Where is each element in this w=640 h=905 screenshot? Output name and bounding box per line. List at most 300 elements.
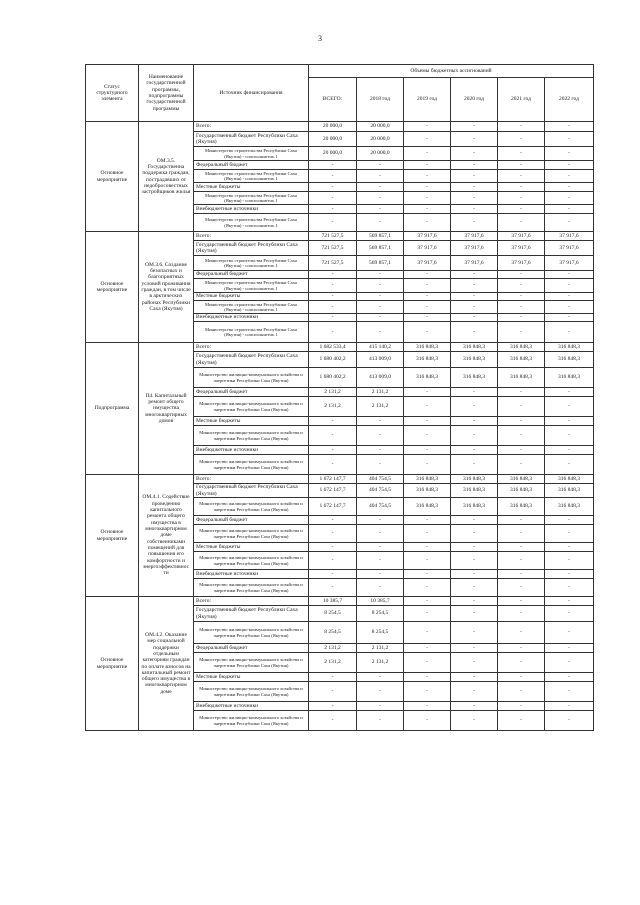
budget-value: - (357, 673, 404, 682)
budget-value: - (404, 622, 451, 644)
budget-value: - (357, 455, 404, 475)
budget-value: - (309, 314, 357, 322)
budget-value: - (451, 214, 498, 232)
budget-value: - (545, 417, 594, 426)
budget-value: - (404, 301, 451, 314)
budget-value: - (404, 673, 451, 682)
budget-value: - (451, 301, 498, 314)
header-status: Статус структурного элемента (86, 65, 139, 122)
budget-value: - (357, 426, 404, 446)
budget-value: - (309, 322, 357, 343)
executor-label: Министерство жилищно-коммунального хозяйства и энергетики Республики Саха (Якутия) (194, 711, 309, 731)
budget-value: - (498, 161, 545, 170)
budget-value: - (357, 293, 404, 301)
budget-value: - (498, 673, 545, 682)
budget-value: - (404, 552, 451, 570)
budget-value: - (451, 673, 498, 682)
header-program-name: Наименование государственной программы, подпрограммы государственной программы (139, 65, 194, 122)
budget-value: 10 385,7 (309, 597, 357, 606)
budget-value: - (404, 205, 451, 214)
budget-value: - (404, 170, 451, 183)
budget-value: 37 917,6 (545, 256, 594, 271)
budget-value: - (451, 711, 498, 731)
budget-value: - (451, 183, 498, 192)
budget-value: 37 917,6 (545, 232, 594, 241)
budget-value: - (451, 644, 498, 653)
executor-label: Министерство строительства Республики Саха (Якутия) - соисполнитель 1 (194, 214, 309, 232)
budget-value: - (545, 161, 594, 170)
budget-value: - (498, 192, 545, 205)
budget-value: - (545, 525, 594, 543)
budget-value: 413 009,0 (357, 352, 404, 368)
budget-value: - (357, 170, 404, 183)
budget-value: - (404, 279, 451, 293)
budget-value: 415 140,2 (357, 343, 404, 352)
budget-value: 1 682 533,4 (309, 343, 357, 352)
budget-value: - (451, 205, 498, 214)
budget-value: 2 131,2 (357, 388, 404, 397)
budget-value: - (545, 388, 594, 397)
budget-value: 316 848,3 (498, 484, 545, 498)
budget-value: 37 917,6 (451, 241, 498, 256)
budget-value: - (451, 271, 498, 279)
element-status: Основное мероприятие (86, 122, 139, 232)
budget-value: 37 917,6 (404, 232, 451, 241)
budget-value: - (545, 455, 594, 475)
budget-value: - (545, 314, 594, 322)
budget-value: - (404, 579, 451, 597)
funding-source-label: Местные бюджеты (194, 183, 309, 192)
budget-value: - (309, 570, 357, 579)
budget-value: - (545, 570, 594, 579)
budget-value: - (309, 455, 357, 475)
budget-value: 404 754,5 (357, 498, 404, 516)
executor-label: Министерство жилищно-коммунального хозяйства и энергетики Республики Саха (Якутия) (194, 653, 309, 673)
table-row (86, 232, 594, 241)
budget-value: 316 848,3 (498, 475, 545, 484)
budget-value: 316 848,3 (404, 484, 451, 498)
budget-value: 316 848,3 (404, 343, 451, 352)
budget-value: - (357, 301, 404, 314)
budget-value: 569 857,1 (357, 256, 404, 271)
budget-value: 1 680 402,2 (309, 352, 357, 368)
budget-value: - (404, 516, 451, 525)
budget-value: - (451, 682, 498, 702)
funding-source-label: Местные бюджеты (194, 543, 309, 552)
budget-value: - (498, 426, 545, 446)
budget-value: - (404, 455, 451, 475)
budget-value: 2 131,2 (309, 653, 357, 673)
budget-value: 316 848,3 (451, 484, 498, 498)
funding-source-label: Внебюджетные источники (194, 446, 309, 455)
budget-value: - (498, 147, 545, 161)
budget-value: - (498, 397, 545, 417)
budget-value: 316 848,3 (545, 343, 594, 352)
budget-value: - (545, 122, 594, 132)
budget-value: - (404, 314, 451, 322)
table-row (86, 343, 594, 352)
budget-value: 316 848,3 (545, 484, 594, 498)
budget-value: - (357, 322, 404, 343)
budget-value: - (545, 579, 594, 597)
budget-value: - (404, 653, 451, 673)
budget-value: - (451, 293, 498, 301)
header-year-2020: 2020 год (451, 78, 498, 122)
funding-source-label: Федеральный бюджет (194, 388, 309, 397)
table-row (86, 597, 594, 606)
budget-value: - (498, 132, 545, 147)
budget-value: - (404, 606, 451, 622)
budget-value: 2 131,2 (309, 644, 357, 653)
budget-value: - (498, 516, 545, 525)
executor-label: Министерство жилищно-коммунального хозяйства и энергетики Республики Саха (Якутия) (194, 552, 309, 570)
budget-value: - (309, 279, 357, 293)
budget-value: - (498, 682, 545, 702)
budget-value: - (451, 579, 498, 597)
budget-value: - (498, 122, 545, 132)
header-year-total: ВСЕГО: (309, 78, 357, 122)
table-row (86, 122, 594, 132)
budget-value: - (309, 301, 357, 314)
budget-value: - (309, 543, 357, 552)
budget-value: 37 917,6 (498, 256, 545, 271)
executor-label: Министерство жилищно-коммунального хозяйства и энергетики Республики Саха (Якутия) (194, 455, 309, 475)
budget-value: - (451, 314, 498, 322)
executor-label: Министерство строительства Республики Саха (Якутия) - соисполнитель 1 (194, 279, 309, 293)
budget-value: - (357, 279, 404, 293)
budget-value: - (309, 552, 357, 570)
budget-value: - (309, 183, 357, 192)
budget-value: - (545, 397, 594, 417)
budget-value: 316 848,3 (404, 498, 451, 516)
budget-value: - (498, 606, 545, 622)
budget-value: - (498, 183, 545, 192)
budget-value: - (545, 205, 594, 214)
budget-value: - (309, 702, 357, 711)
budget-value: 8 254,5 (309, 622, 357, 644)
budget-value: - (451, 388, 498, 397)
header-budget-volume: Объемы бюджетных ассигнований (309, 65, 594, 78)
funding-source-label: Государственный бюджет Республики Саха (Якутия) (194, 606, 309, 622)
budget-value: 1 672 147,7 (309, 475, 357, 484)
budget-value: - (451, 279, 498, 293)
table-row (86, 475, 594, 484)
budget-value: - (451, 653, 498, 673)
budget-value: - (309, 161, 357, 170)
budget-value: - (498, 314, 545, 322)
budget-value: - (357, 525, 404, 543)
program-name: П4. Капитальный ремонт общего имущества многоквартирных домов (139, 343, 194, 475)
budget-value: - (451, 192, 498, 205)
budget-value: - (357, 682, 404, 702)
budget-value: - (309, 192, 357, 205)
budget-value: - (545, 543, 594, 552)
budget-value: - (498, 301, 545, 314)
budget-value: 37 917,6 (498, 241, 545, 256)
executor-label: Министерство строительства Республики Саха (Якутия) - соисполнитель 1 (194, 170, 309, 183)
budget-value: - (498, 279, 545, 293)
budget-value: 721 527,5 (309, 241, 357, 256)
budget-value: - (309, 271, 357, 279)
budget-value: - (404, 183, 451, 192)
executor-label: Министерство жилищно-коммунального хозяйства и энергетики Республики Саха (Якутия) (194, 498, 309, 516)
budget-value: 316 848,3 (404, 352, 451, 368)
budget-value: 316 848,3 (498, 343, 545, 352)
budget-value: 20 000,0 (309, 147, 357, 161)
executor-label: Министерство жилищно-коммунального хозяйства и энергетики Республики Саха (Якутия) (194, 682, 309, 702)
budget-table (85, 64, 594, 731)
budget-value: - (545, 622, 594, 644)
budget-value: - (545, 301, 594, 314)
funding-source-label: Внебюджетные источники (194, 314, 309, 322)
budget-value: - (357, 579, 404, 597)
budget-value: 37 917,6 (404, 241, 451, 256)
budget-value: - (498, 622, 545, 644)
funding-source-label: Государственный бюджет Республики Саха (Якутия) (194, 132, 309, 147)
budget-value: 316 848,3 (451, 475, 498, 484)
budget-value: - (357, 161, 404, 170)
budget-value: 316 848,3 (545, 475, 594, 484)
budget-value: 316 848,3 (545, 368, 594, 388)
budget-value: - (404, 702, 451, 711)
budget-value: - (498, 322, 545, 343)
budget-value: - (404, 597, 451, 606)
budget-value: - (309, 579, 357, 597)
budget-value: 20 000,0 (357, 132, 404, 147)
budget-value: - (357, 192, 404, 205)
budget-value: 2 131,2 (357, 644, 404, 653)
budget-value: - (498, 597, 545, 606)
funding-source-label: Государственный бюджет Республики Саха (Якутия) (194, 352, 309, 368)
budget-value: 20 000,0 (357, 147, 404, 161)
budget-value: 404 754,5 (357, 484, 404, 498)
executor-label: Министерство жилищно-коммунального хозяйства и энергетики Республики Саха (Якутия) (194, 426, 309, 446)
budget-value: - (545, 711, 594, 731)
budget-value: - (309, 673, 357, 682)
executor-label: Министерство жилищно-коммунального хозяйства и энергетики Республики Саха (Якутия) (194, 525, 309, 543)
funding-source-label: Всего: (194, 597, 309, 606)
budget-value: - (545, 682, 594, 702)
budget-value: - (357, 314, 404, 322)
element-status: Подпрограмма (86, 343, 139, 475)
budget-value: - (357, 446, 404, 455)
budget-value: 1 680 402,2 (309, 368, 357, 388)
budget-value: 8 254,5 (309, 606, 357, 622)
budget-value: - (498, 525, 545, 543)
funding-source-label: Всего: (194, 232, 309, 241)
budget-value: - (545, 673, 594, 682)
budget-value: 316 848,3 (498, 352, 545, 368)
budget-value: - (404, 397, 451, 417)
budget-value: 413 009,0 (357, 368, 404, 388)
budget-value: - (451, 417, 498, 426)
executor-label: Министерство строительства Республики Саха (Якутия) - соисполнитель 1 (194, 322, 309, 343)
header-funding-source: Источник финансирования (194, 65, 309, 122)
budget-value: - (498, 388, 545, 397)
budget-value: - (545, 653, 594, 673)
budget-value: - (498, 417, 545, 426)
budget-value: 37 917,6 (451, 256, 498, 271)
budget-value: - (451, 122, 498, 132)
budget-value: - (309, 293, 357, 301)
budget-value: - (404, 682, 451, 702)
budget-value: - (357, 205, 404, 214)
budget-value: - (404, 322, 451, 343)
budget-value: 721 527,5 (309, 256, 357, 271)
budget-value: - (545, 322, 594, 343)
budget-value: - (357, 570, 404, 579)
budget-value: 2 131,2 (357, 397, 404, 417)
budget-value: - (545, 426, 594, 446)
header-year-2021: 2021 год (498, 78, 545, 122)
budget-value: - (451, 161, 498, 170)
budget-value: - (498, 293, 545, 301)
budget-value: 37 917,6 (545, 241, 594, 256)
funding-source-label: Всего: (194, 343, 309, 352)
budget-value: - (451, 702, 498, 711)
budget-value: 2 131,2 (309, 388, 357, 397)
budget-value: 8 254,5 (357, 622, 404, 644)
budget-value: - (545, 170, 594, 183)
funding-source-label: Государственный бюджет Республики Саха (Якутия) (194, 241, 309, 256)
funding-source-label: Местные бюджеты (194, 417, 309, 426)
budget-value: - (451, 606, 498, 622)
budget-value: - (545, 606, 594, 622)
budget-value: - (545, 552, 594, 570)
executor-label: Министерство строительства Республики Саха (Якутия) - соисполнитель 1 (194, 192, 309, 205)
budget-value: - (451, 622, 498, 644)
budget-value: - (545, 147, 594, 161)
budget-value: - (404, 214, 451, 232)
executor-label: Министерство жилищно-коммунального хозяйства и энергетики Республики Саха (Якутия) (194, 622, 309, 644)
budget-value: - (545, 214, 594, 232)
budget-value: 20 000,0 (309, 122, 357, 132)
budget-value: 316 848,3 (404, 368, 451, 388)
budget-value: - (404, 426, 451, 446)
budget-value: 569 857,1 (357, 241, 404, 256)
budget-value: - (404, 132, 451, 147)
budget-value: 316 848,3 (545, 498, 594, 516)
budget-value: 316 848,3 (451, 368, 498, 388)
budget-value: - (451, 597, 498, 606)
budget-value: - (498, 552, 545, 570)
budget-value: - (451, 132, 498, 147)
funding-source-label: Всего: (194, 122, 309, 132)
budget-value: - (404, 525, 451, 543)
budget-value: - (451, 570, 498, 579)
budget-value: 316 848,3 (545, 352, 594, 368)
budget-value: - (404, 417, 451, 426)
budget-value: 316 848,3 (498, 368, 545, 388)
budget-value: - (498, 711, 545, 731)
budget-value: - (404, 293, 451, 301)
element-status: Основное мероприятие (86, 475, 139, 597)
budget-value: - (545, 132, 594, 147)
budget-value: 10 385,7 (357, 597, 404, 606)
budget-value: 316 848,3 (451, 498, 498, 516)
funding-source-label: Внебюджетные источники (194, 205, 309, 214)
budget-value: - (357, 552, 404, 570)
budget-value: - (451, 426, 498, 446)
budget-value: - (451, 516, 498, 525)
budget-value: - (357, 702, 404, 711)
budget-value: - (309, 525, 357, 543)
budget-value: 2 131,2 (357, 653, 404, 673)
budget-value: - (498, 702, 545, 711)
budget-value: 37 917,6 (451, 232, 498, 241)
budget-value: - (498, 653, 545, 673)
budget-value: - (309, 205, 357, 214)
funding-source-label: Местные бюджеты (194, 293, 309, 301)
budget-value: - (498, 205, 545, 214)
budget-value: 1 672 147,7 (309, 498, 357, 516)
budget-value: - (498, 455, 545, 475)
budget-value: 20 000,0 (357, 122, 404, 132)
budget-value: - (545, 271, 594, 279)
budget-value: - (545, 446, 594, 455)
executor-label: Министерство строительства Республики Саха (Якутия) - соисполнитель 1 (194, 301, 309, 314)
budget-value: - (451, 552, 498, 570)
funding-source-label: Внебюджетные источники (194, 570, 309, 579)
budget-value: 316 848,3 (451, 343, 498, 352)
funding-source-label: Федеральный бюджет (194, 644, 309, 653)
budget-value: 569 857,1 (357, 232, 404, 241)
budget-value: - (404, 570, 451, 579)
funding-source-label: Всего: (194, 475, 309, 484)
budget-value: - (404, 711, 451, 731)
budget-value: - (498, 271, 545, 279)
program-name: ОМ.3.5. Государственна поддержка граждан, пострадавших от недобросовестных застройщиков жилья (139, 122, 194, 232)
budget-value: - (404, 543, 451, 552)
budget-value: 37 917,6 (404, 256, 451, 271)
budget-value: - (451, 543, 498, 552)
budget-value: - (404, 644, 451, 653)
budget-value: - (404, 147, 451, 161)
executor-label: Министерство жилищно-коммунального хозяйства и энергетики Республики Саха (Якутия) (194, 368, 309, 388)
budget-value: - (545, 183, 594, 192)
budget-value: - (498, 644, 545, 653)
budget-value: 20 000,0 (309, 132, 357, 147)
budget-value: - (357, 417, 404, 426)
budget-value: - (498, 543, 545, 552)
budget-value: - (545, 702, 594, 711)
program-name: ОМ.3.6. Создание безопасных и благоприятных условий проживания граждан, в том числе в арктических районах Республики Саха (Якутия) (139, 232, 194, 343)
budget-value: - (451, 147, 498, 161)
budget-value: 8 254,5 (357, 606, 404, 622)
executor-label: Министерство строительства Республики Саха (Якутия) - соисполнитель 1 (194, 256, 309, 271)
budget-value: - (357, 516, 404, 525)
budget-value: - (545, 644, 594, 653)
budget-value: - (357, 214, 404, 232)
budget-value: - (451, 455, 498, 475)
budget-value: 404 754,5 (357, 475, 404, 484)
budget-value: - (404, 122, 451, 132)
budget-value: - (404, 271, 451, 279)
funding-source-label: Местные бюджеты (194, 673, 309, 682)
budget-value: - (498, 446, 545, 455)
header-year-2019: 2019 год (404, 78, 451, 122)
executor-label: Министерство жилищно-коммунального хозяйства и энергетики Республики Саха (Якутия) (194, 397, 309, 417)
budget-value: - (451, 397, 498, 417)
budget-value: - (309, 417, 357, 426)
executor-label: Министерство жилищно-коммунального хозяйства и энергетики Республики Саха (Якутия) (194, 579, 309, 597)
budget-value: - (404, 388, 451, 397)
budget-value: - (309, 170, 357, 183)
funding-source-label: Внебюджетные источники (194, 702, 309, 711)
budget-value: 316 848,3 (451, 352, 498, 368)
budget-value: 316 848,3 (498, 498, 545, 516)
budget-value: - (357, 543, 404, 552)
